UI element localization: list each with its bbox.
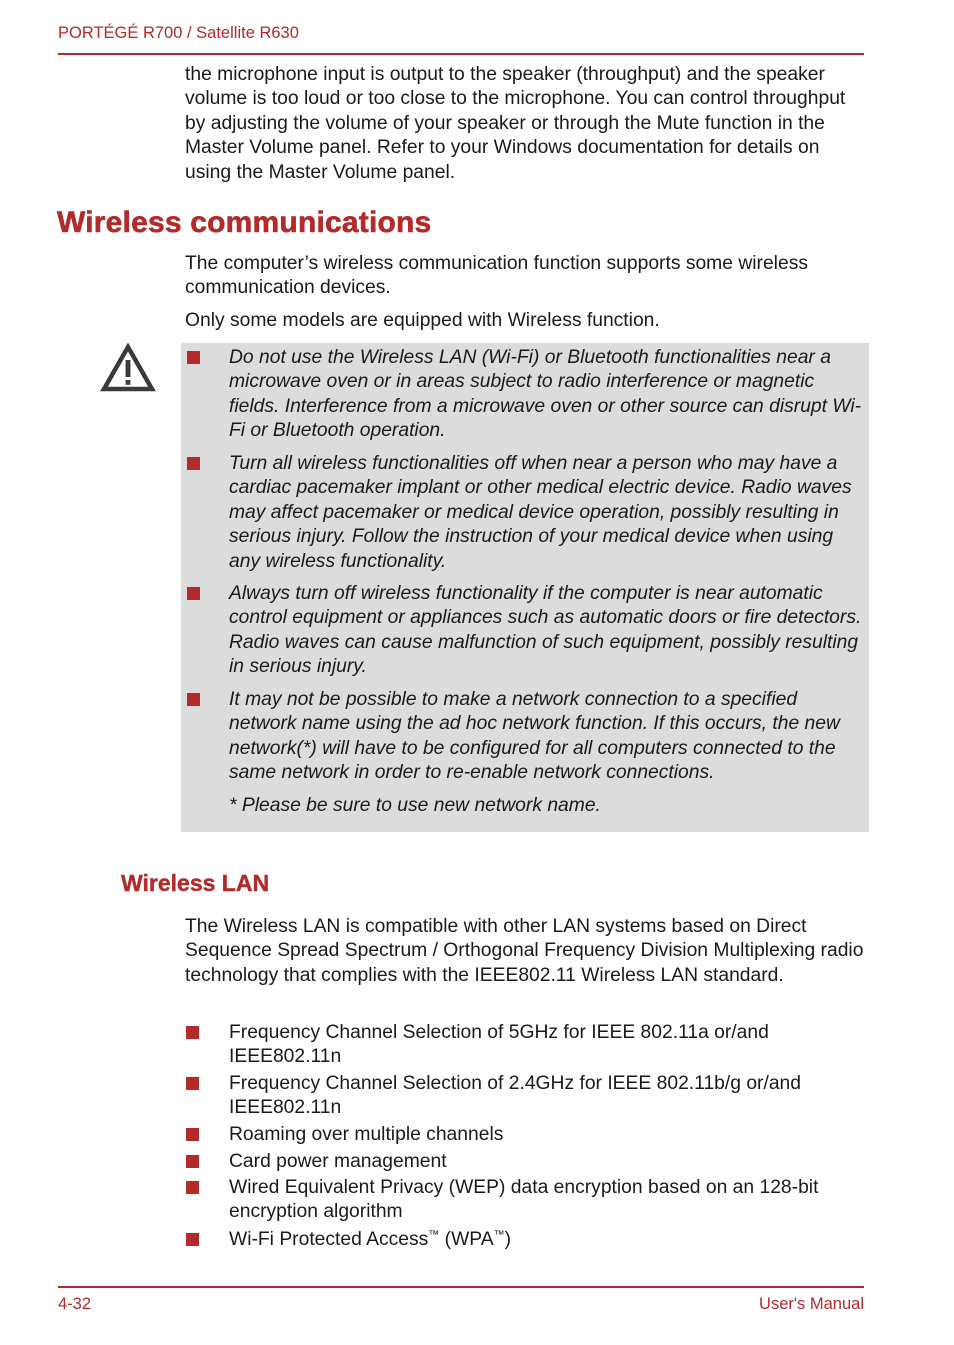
section-paragraph-2: Only some models are equipped with Wireless function. — [185, 310, 660, 331]
bullet-icon — [187, 587, 200, 600]
bullet-icon — [186, 1077, 199, 1090]
list-item-wpa — [229, 1228, 869, 1252]
running-head: PORTÉGÉ R700 / Satellite R630 — [58, 24, 299, 42]
bullet-icon — [187, 693, 200, 706]
header-rule — [58, 53, 864, 55]
list-item: Card power management — [229, 1151, 447, 1172]
trademark-symbol: ™ — [493, 1229, 505, 1241]
bullet-icon — [186, 1128, 199, 1141]
subsection-title: Wireless LAN — [121, 870, 270, 896]
manual-name: User's Manual — [759, 1295, 864, 1313]
footer-rule — [58, 1286, 864, 1288]
wpa-text-2: (WPA — [439, 1229, 494, 1250]
wpa-text-1: Wi-Fi Protected Access — [229, 1229, 429, 1250]
caution-item: Always turn off wireless functionality if the computer is near automatic control equipment or appliances such as automatic doors or fire detectors. Radio waves can cause malfunction of such equipment, possibly resulting in serious injury. — [229, 583, 862, 678]
bullet-icon — [186, 1026, 199, 1039]
list-item: Frequency Channel Selection of 2.4GHz for IEEE 802.11b/g or/and IEEE802.11n — [229, 1073, 801, 1119]
page-number: 4-32 — [58, 1295, 92, 1313]
bullet-icon — [187, 457, 200, 470]
section-paragraph-1: The computer’s wireless communication function supports some wireless communication devices. — [185, 253, 808, 299]
caution-box — [181, 343, 869, 832]
list-item: Roaming over multiple channels — [229, 1124, 504, 1145]
caution-note: * Please be sure to use new network name. — [229, 795, 601, 816]
caution-item: Turn all wireless functionalities off when near a person who may have a cardiac pacemaker implant or other medical electric device. Radio waves may affect pacemaker or medical device operation, possibly resulting in serious injury. Follow the instruction of your medical device when using any wireless functionality. — [229, 453, 852, 572]
bullet-icon — [186, 1181, 199, 1194]
bullet-icon — [186, 1155, 199, 1168]
trademark-symbol: ™ — [428, 1229, 440, 1241]
warning-triangle-icon — [100, 343, 156, 393]
list-item: Wired Equivalent Privacy (WEP) data encryption based on an 128-bit encryption algorithm — [229, 1177, 819, 1223]
bullet-icon — [187, 351, 200, 364]
bullet-icon — [186, 1233, 199, 1246]
wpa-text-3: ) — [504, 1229, 511, 1250]
intro-paragraph: the microphone input is output to the speaker (throughput) and the speaker volume is too loud or too close to the microphone. You can control throughput by adjusting the volume of your speaker or through the Mute function in the Master Volume panel. Refer to your Windows documentation for details on using the Master Volume panel. — [185, 64, 846, 183]
caution-item: Do not use the Wireless LAN (Wi-Fi) or Bluetooth functionalities near a microwave oven or in areas subject to radio interference or magnetic fields. Interference from a microwave oven or other source can disrupt Wi-Fi or Bluetooth operation. — [229, 347, 862, 442]
wireless-lan-paragraph: The Wireless LAN is compatible with other LAN systems based on Direct Sequence Spread Spectrum / Orthogonal Frequency Division Multiplexing radio technology that complies with the IEEE802.11 Wireless LAN standard. — [185, 916, 864, 986]
section-title: Wireless communications — [57, 206, 432, 239]
caution-item: It may not be possible to make a network connection to a specified network name using the ad hoc network function. If this occurs, the new network(*) will have to be configured for all computers connected to the same network in order to re-enable network connections. — [229, 689, 840, 784]
list-item: Frequency Channel Selection of 5GHz for IEEE 802.11a or/and IEEE802.11n — [229, 1022, 769, 1068]
